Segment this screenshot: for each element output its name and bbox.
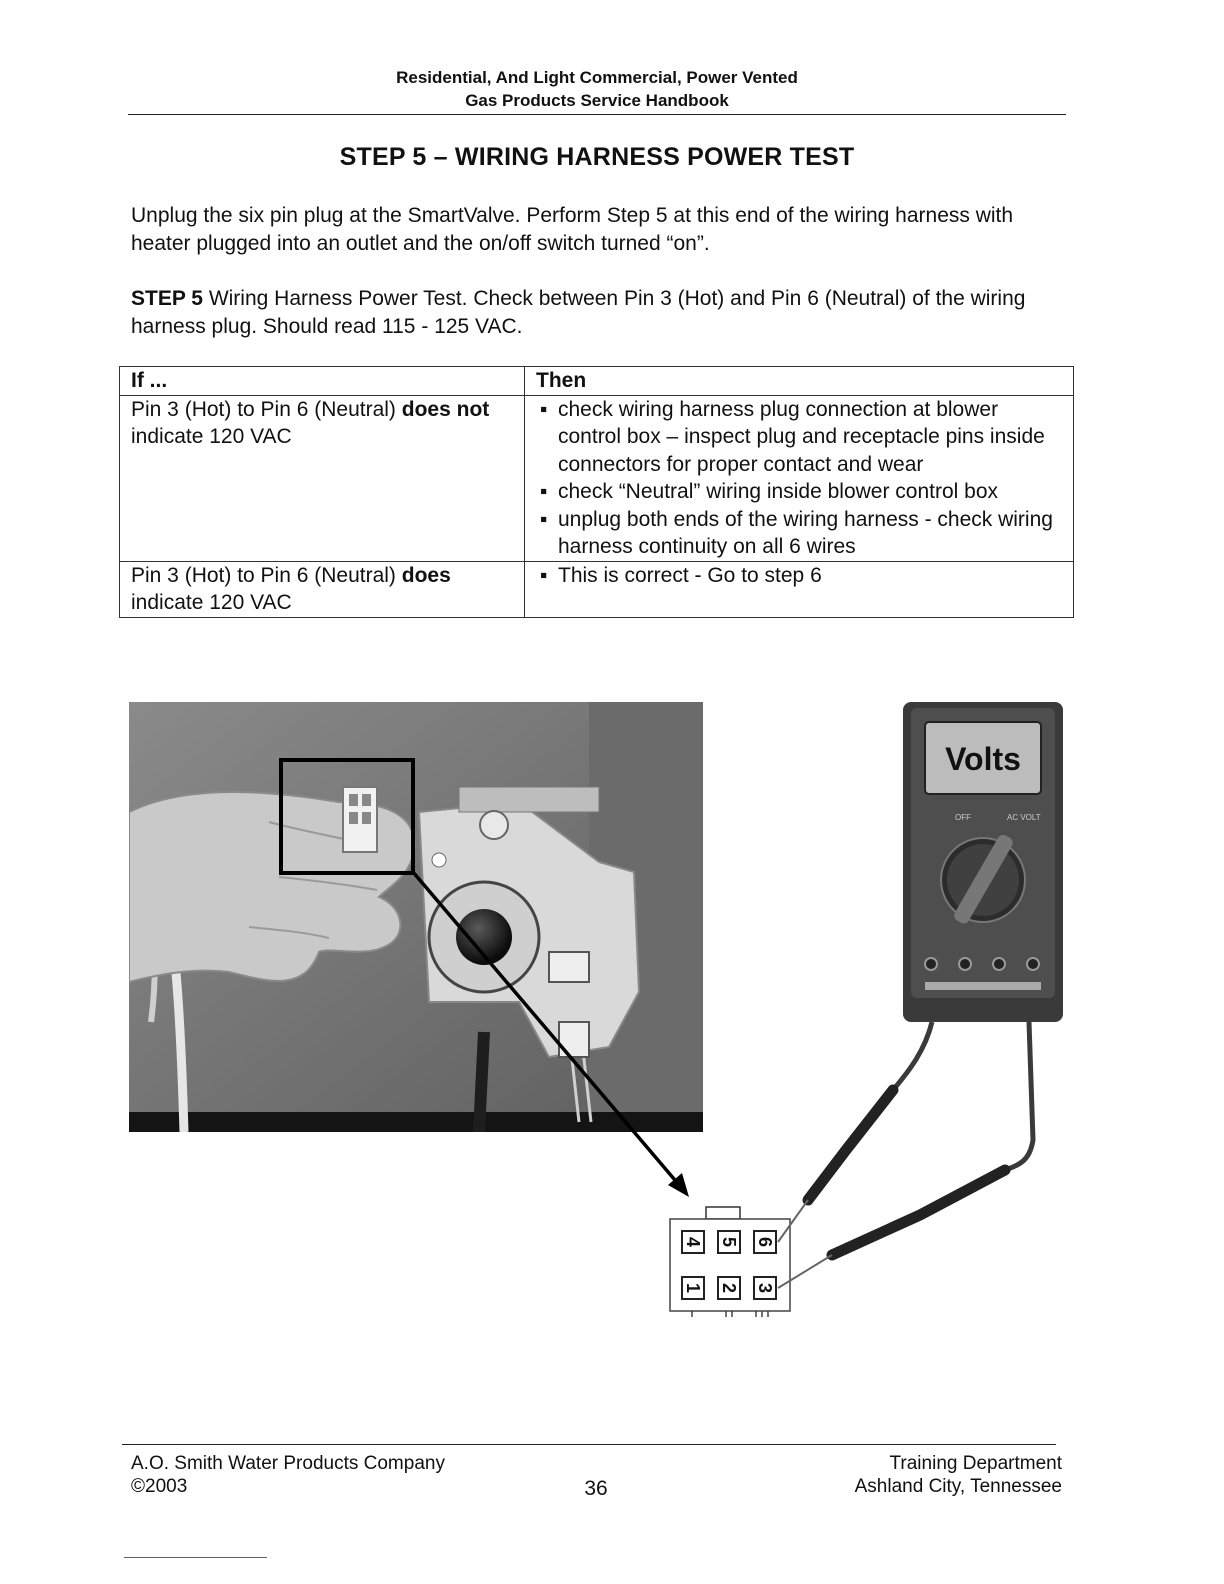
then-cell [525,561,1074,617]
multimeter-illustration [903,702,1063,1022]
if-emphasis: does not [401,397,490,421]
page-number: 36 [584,1477,608,1500]
meter-display-text: Volts [945,741,1021,777]
pin-label: 6 [755,1236,775,1248]
if-cell [120,395,525,561]
then-item: ▪ This is correct - Go to step 6 [536,562,1063,590]
running-header [128,66,1066,112]
header-line-1: Residential, And Light Commercial, Power Vented [396,68,798,87]
probe-black-lead [832,1170,1005,1255]
footer-right [855,1452,1062,1498]
step-text: Wiring Harness Power Test. Check between Pin 3 (Hot) and Pin 6 (Neutral) of the wiring harness plug. Should read 115 - 125 VAC. [131,287,1026,338]
footnote-rule [124,1557,267,1558]
pin-label: 4 [683,1236,703,1248]
then-list [536,396,1063,561]
if-text: Pin 3 (Hot) to Pin 6 (Neutral) [131,563,402,587]
if-cell [120,561,525,617]
then-cell [525,395,1074,561]
pin-label: 5 [719,1236,739,1248]
if-emphasis: does [401,563,451,587]
footer-company: A.O. Smith Water Products Company [131,1453,445,1474]
header-line-2: Gas Products Service Handbook [465,91,729,110]
footer-location: Ashland City, Tennessee [854,1476,1062,1497]
header-if: If ... [120,367,525,396]
footer-rule [122,1444,1056,1445]
table-row [120,561,1074,617]
then-list [536,562,1063,590]
six-pin-connector-diagram [668,1205,793,1323]
then-item: ▪ unplug both ends of the wiring harness - check wiring harness continuity on all 6 wires [536,506,1063,561]
intro-paragraph: Unplug the six pin plug at the SmartValve. Perform Step 5 at this end of the wiring harness with heater plugged into an outlet and the on/off switch turned “on”. [131,204,1014,255]
pin-label: 3 [755,1282,775,1294]
if-then-table [119,366,1074,618]
probe-red-lead [808,1090,893,1200]
footer-department: Training Department [889,1453,1062,1474]
table-header-row [120,367,1074,396]
footer-left [131,1452,445,1498]
pin-label: 2 [719,1282,739,1294]
step-label: STEP 5 [131,287,203,310]
header-then: Then [525,367,1074,396]
then-item: ▪ check “Neutral” wiring inside blower control box [536,478,1063,506]
footer-copyright: ©2003 [131,1476,188,1497]
section-title: STEP 5 – WIRING HARNESS POWER TEST [339,143,855,171]
valve-photo [129,702,703,1132]
then-item: ▪ check wiring harness plug connection at blower control box – inspect plug and receptacle pins inside connectors for proper contact and wear [536,396,1063,479]
if-text: Pin 3 (Hot) to Pin 6 (Neutral) [131,397,402,421]
meter-off-label: OFF [955,813,971,822]
pin-label: 1 [683,1282,703,1294]
callout-arrowhead [668,1173,689,1197]
header-rule [128,114,1066,115]
if-text: indicate 120 VAC [131,425,292,448]
step-paragraph [131,285,1066,340]
meter-acvolt-label: AC VOLT [1007,813,1041,822]
table-row [120,395,1074,561]
if-text: indicate 120 VAC [131,591,292,614]
